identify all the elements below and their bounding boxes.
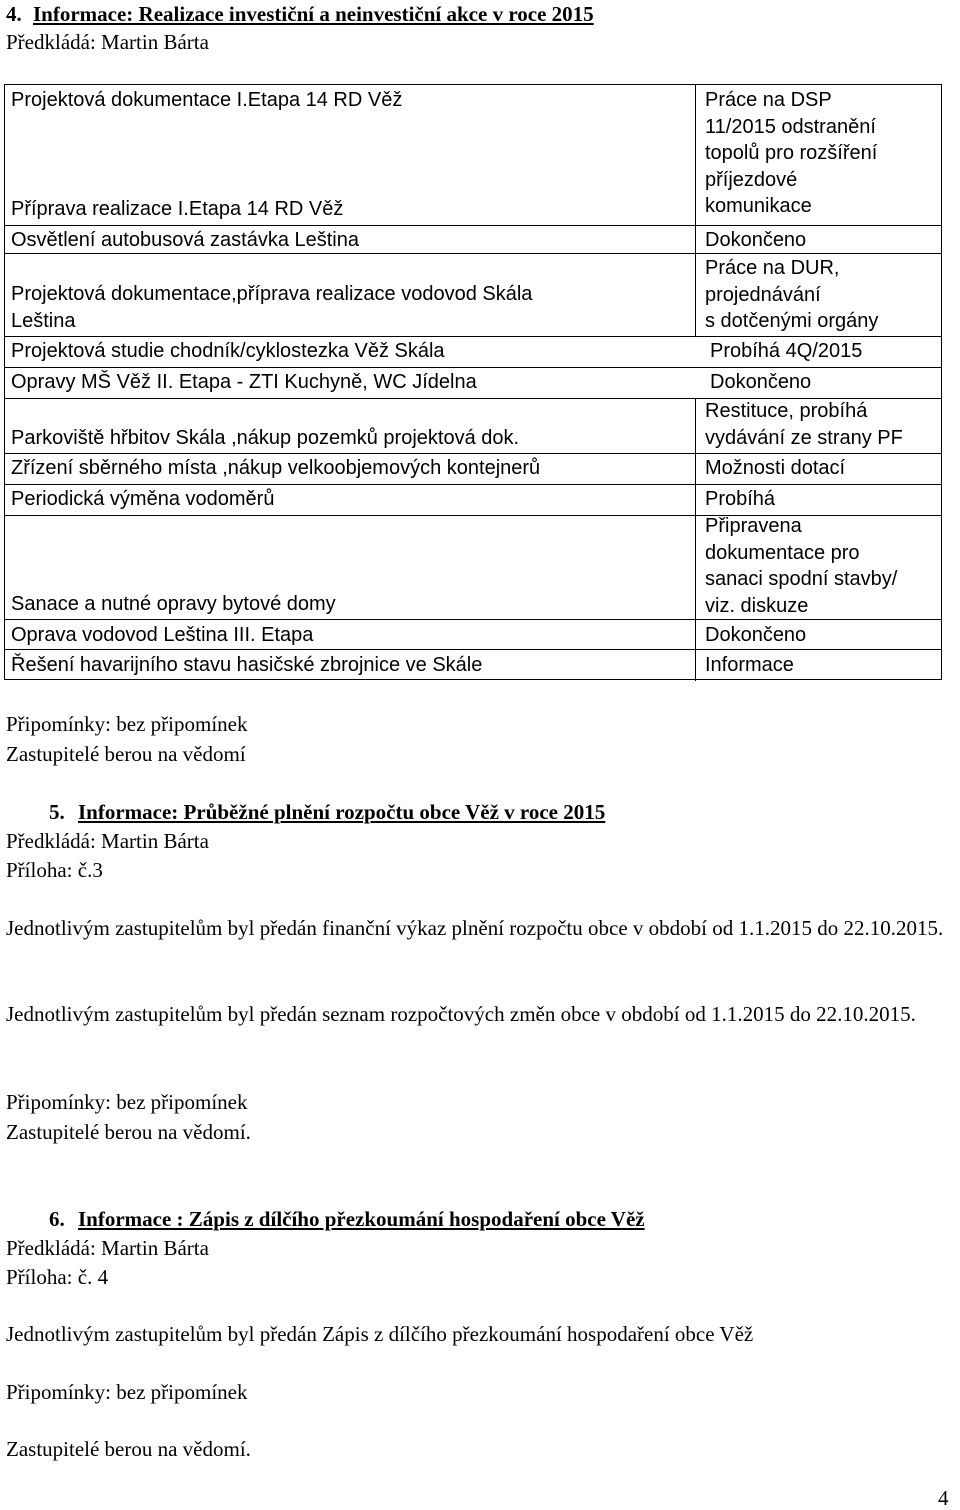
table-row-5-left: Opravy MŠ Věž II. Etapa - ZTI Kuchyně, WC Jídelna: [11, 371, 477, 393]
section-4-number: 4.: [6, 2, 22, 26]
table-row-10-right: Dokončeno: [705, 624, 807, 646]
page-number: 4: [938, 1486, 949, 1510]
section-4-presenter: Předkládá: Martin Bárta: [6, 30, 209, 54]
table-row-11-right: Informace: [705, 654, 794, 676]
section-4-heading: [6, 2, 594, 26]
table-row-5-right: Dokončeno: [710, 371, 812, 393]
section-5-heading: [49, 800, 605, 824]
table-row-3-right: Práce na DUR, projednávání s dotčenými orgány: [705, 257, 879, 332]
section-5-presenter: Předkládá: Martin Bárta: [6, 829, 209, 853]
section-5-paragraph-1: Jednotlivým zastupitelům byl předán finanční výkaz plnění rozpočtu obce v období od 1.1.2015 do 22.10.2015.: [6, 916, 944, 940]
section-6-attachment: Příloha: č. 4: [6, 1265, 109, 1289]
table-row-6-left: Parkoviště hřbitov Skála ,nákup pozemků projektová dok.: [11, 427, 520, 449]
section-6-noted: Zastupitelé berou na vědomí.: [6, 1437, 251, 1461]
investment-actions-table: [4, 84, 942, 680]
table-row-7-left: Zřízení sběrného místa ,nákup velkoobjemových kontejnerů: [11, 457, 541, 479]
section-4-noted: Zastupitelé berou na vědomí: [6, 742, 246, 766]
table-row-4-left: Projektová studie chodník/cyklostezka Věž Skála: [11, 340, 445, 362]
section-4-title: Informace: Realizace investiční a neinvestiční akce v roce 2015: [33, 2, 594, 26]
table-row-7-right: Možnosti dotací: [705, 457, 846, 479]
table-row-2-right: Dokončeno: [705, 229, 807, 251]
table-row-8-right: Probíhá: [705, 488, 776, 510]
section-5-title: Informace: Průběžné plnění rozpočtu obce Věž v roce 2015: [78, 800, 606, 824]
section-5-attachment: Příloha: č.3: [6, 858, 103, 882]
table-row-1-right: Práce na DSP 11/2015 odstranění topolů pro rozšíření příjezdové komunikace: [705, 89, 878, 217]
section-5-paragraph-2: Jednotlivým zastupitelům byl předán seznam rozpočtových změn obce v období od 1.1.2015 do 22.10.2015.: [6, 1002, 916, 1026]
section-4-remarks: Připomínky: bez připomínek: [6, 712, 248, 736]
section-6-remarks: Připomínky: bez připomínek: [6, 1380, 248, 1404]
section-6-title: Informace : Zápis z dílčího přezkoumání hospodaření obce Věž: [78, 1207, 645, 1231]
table-row-3-left: Projektová dokumentace,příprava realizace vodovod Skála Leština: [11, 283, 533, 332]
section-6-paragraph-1: Jednotlivým zastupitelům byl předán Zápis z dílčího přezkoumání hospodaření obce Věž: [6, 1322, 754, 1346]
table-row-11-left: Řešení havarijního stavu hasičské zbrojnice ve Skále: [11, 654, 483, 676]
table-row-9-right: Připravena dokumentace pro sanaci spodní stavby/ viz. diskuze: [705, 515, 898, 617]
section-6-number: 6.: [49, 1207, 65, 1231]
table-row-9-left: Sanace a nutné opravy bytové domy: [11, 593, 336, 615]
table-row-2-left: Osvětlení autobusová zastávka Leština: [11, 229, 359, 251]
table-row-1-left-a: Projektová dokumentace I.Etapa 14 RD Věž: [11, 89, 403, 111]
section-6-presenter: Předkládá: Martin Bárta: [6, 1236, 209, 1260]
section-5-noted: Zastupitelé berou na vědomí.: [6, 1120, 251, 1144]
table-row-4-right: Probíhá 4Q/2015: [710, 340, 863, 362]
section-6-heading: [49, 1207, 645, 1231]
table-row-6-right: Restituce, probíhá vydávání ze strany PF: [705, 400, 903, 449]
table-row-8-left: Periodická výměna vodoměrů: [11, 488, 275, 510]
section-5-remarks: Připomínky: bez připomínek: [6, 1090, 248, 1114]
section-5-number: 5.: [49, 800, 65, 824]
table-row-1-left-b: Příprava realizace I.Etapa 14 RD Věž: [11, 198, 344, 220]
table-row-10-left: Oprava vodovod Leština III. Etapa: [11, 624, 314, 646]
